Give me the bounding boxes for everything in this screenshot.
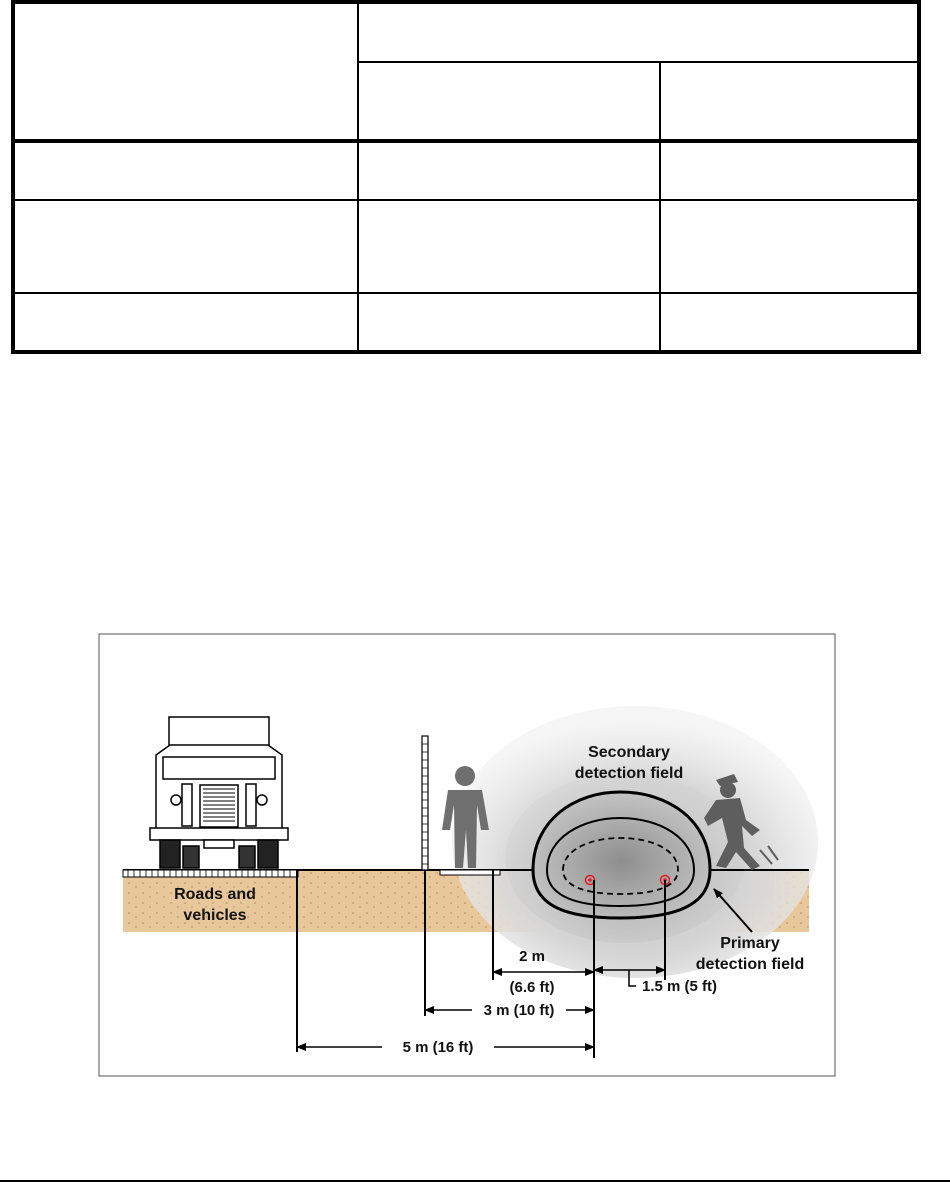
- primary-field-label-line2: detection field: [695, 956, 805, 973]
- dim-2m-label-line2: (6.6 ft): [509, 979, 555, 996]
- primary-detection-field-outline: [533, 792, 710, 918]
- roads-label-line1: Roads and: [174, 886, 256, 903]
- truck-icon: [150, 717, 288, 868]
- dim-1-5m-label: 1.5 m (5 ft): [642, 978, 718, 995]
- roads-label-line2: vehicles: [183, 907, 247, 924]
- secondary-field-label-line1: Secondary: [588, 744, 670, 761]
- primary-field-label-line1: Primary: [720, 935, 780, 952]
- secondary-field-label-line2: detection field: [574, 765, 684, 782]
- dim-3m-label: 3 m (10 ft): [483, 1002, 555, 1019]
- road-surface: [123, 870, 298, 877]
- dim-5m-label: 5 m (16 ft): [402, 1039, 474, 1056]
- dim-2m-label-line1: 2 m: [519, 948, 545, 965]
